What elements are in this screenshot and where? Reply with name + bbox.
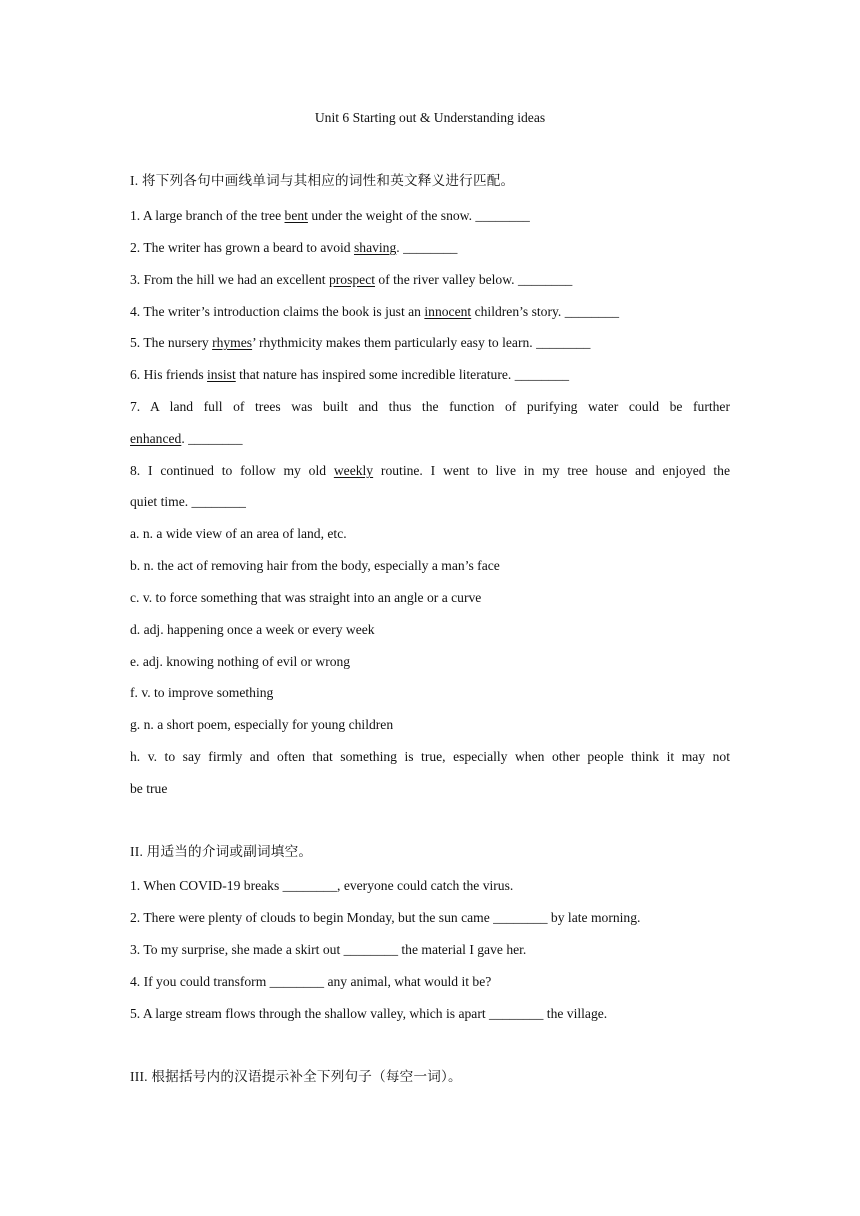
underlined-word: shaving: [353, 240, 397, 255]
underlined-word: innocent: [424, 304, 472, 319]
section-1-item-1: 1. A large branch of the tree bent under the weight of the snow. ________: [130, 208, 530, 223]
section-2-item-5: 5. A large stream flows through the shallow valley, which is apart ________ the village.: [130, 1006, 608, 1021]
section-2-item-1: 1. When COVID-19 breaks ________, everyone could catch the virus.: [130, 878, 514, 893]
section-1-item-7-line-2: enhanced. ________: [130, 431, 243, 446]
option-a: a. n. a wide view of an area of land, etc.: [130, 526, 347, 541]
underlined-word: weekly: [333, 463, 374, 478]
underlined-word: prospect: [328, 272, 376, 287]
option-h-line-2: be true: [130, 781, 168, 796]
page-title: Unit 6 Starting out & Understanding ideas: [314, 110, 546, 125]
section-1-item-2: 2. The writer has grown a beard to avoid shaving. ________: [130, 240, 458, 255]
section-1-item-8-line-1: 8. I continued to follow my old weekly routine. I went to live in my tree house and enjoyed the: [130, 463, 730, 478]
section-2-item-3: 3. To my surprise, she made a skirt out ________ the material I gave her.: [130, 942, 527, 957]
underlined-word: rhymes: [212, 335, 253, 350]
section-3-heading: III. 根据括号内的汉语提示补全下列句子（每空一词）。: [130, 1069, 462, 1084]
section-2-heading: II. 用适当的介词或副词填空。: [130, 844, 313, 859]
option-f: f. v. to improve something: [130, 685, 274, 700]
option-h-line-1: h. v. to say firmly and often that something is true, especially when other people think it may not: [130, 749, 730, 764]
section-2-item-4: 4. If you could transform ________ any animal, what would it be?: [130, 974, 492, 989]
option-b: b. n. the act of removing hair from the body, especially a man’s face: [130, 558, 500, 573]
section-1-item-5: 5. The nursery rhymes’ rhythmicity makes them particularly easy to learn. ________: [130, 335, 591, 350]
underlined-word: bent: [284, 208, 308, 223]
section-1-item-6: 6. His friends insist that nature has inspired some incredible literature. ________: [130, 367, 570, 382]
underlined-word: enhanced: [130, 431, 182, 446]
section-1-heading: I. 将下列各句中画线单词与其相应的词性和英文释义进行匹配。: [130, 173, 515, 188]
section-1-item-7-line-1: 7. A land full of trees was built and thus the function of purifying water could be further: [130, 399, 730, 414]
section-2-item-2: 2. There were plenty of clouds to begin Monday, but the sun came ________ by late morning.: [130, 910, 641, 925]
section-1-item-8-line-2: quiet time. ________: [130, 494, 246, 509]
underlined-word: insist: [207, 367, 236, 382]
section-1-item-4: 4. The writer’s introduction claims the book is just an innocent children’s story. ________: [130, 304, 620, 319]
option-e: e. adj. knowing nothing of evil or wrong: [130, 654, 351, 669]
option-d: d. adj. happening once a week or every week: [130, 622, 375, 637]
option-g: g. n. a short poem, especially for young children: [130, 717, 394, 732]
option-c: c. v. to force something that was straight into an angle or a curve: [130, 590, 482, 605]
section-1-item-3: 3. From the hill we had an excellent prospect of the river valley below. ________: [130, 272, 573, 287]
